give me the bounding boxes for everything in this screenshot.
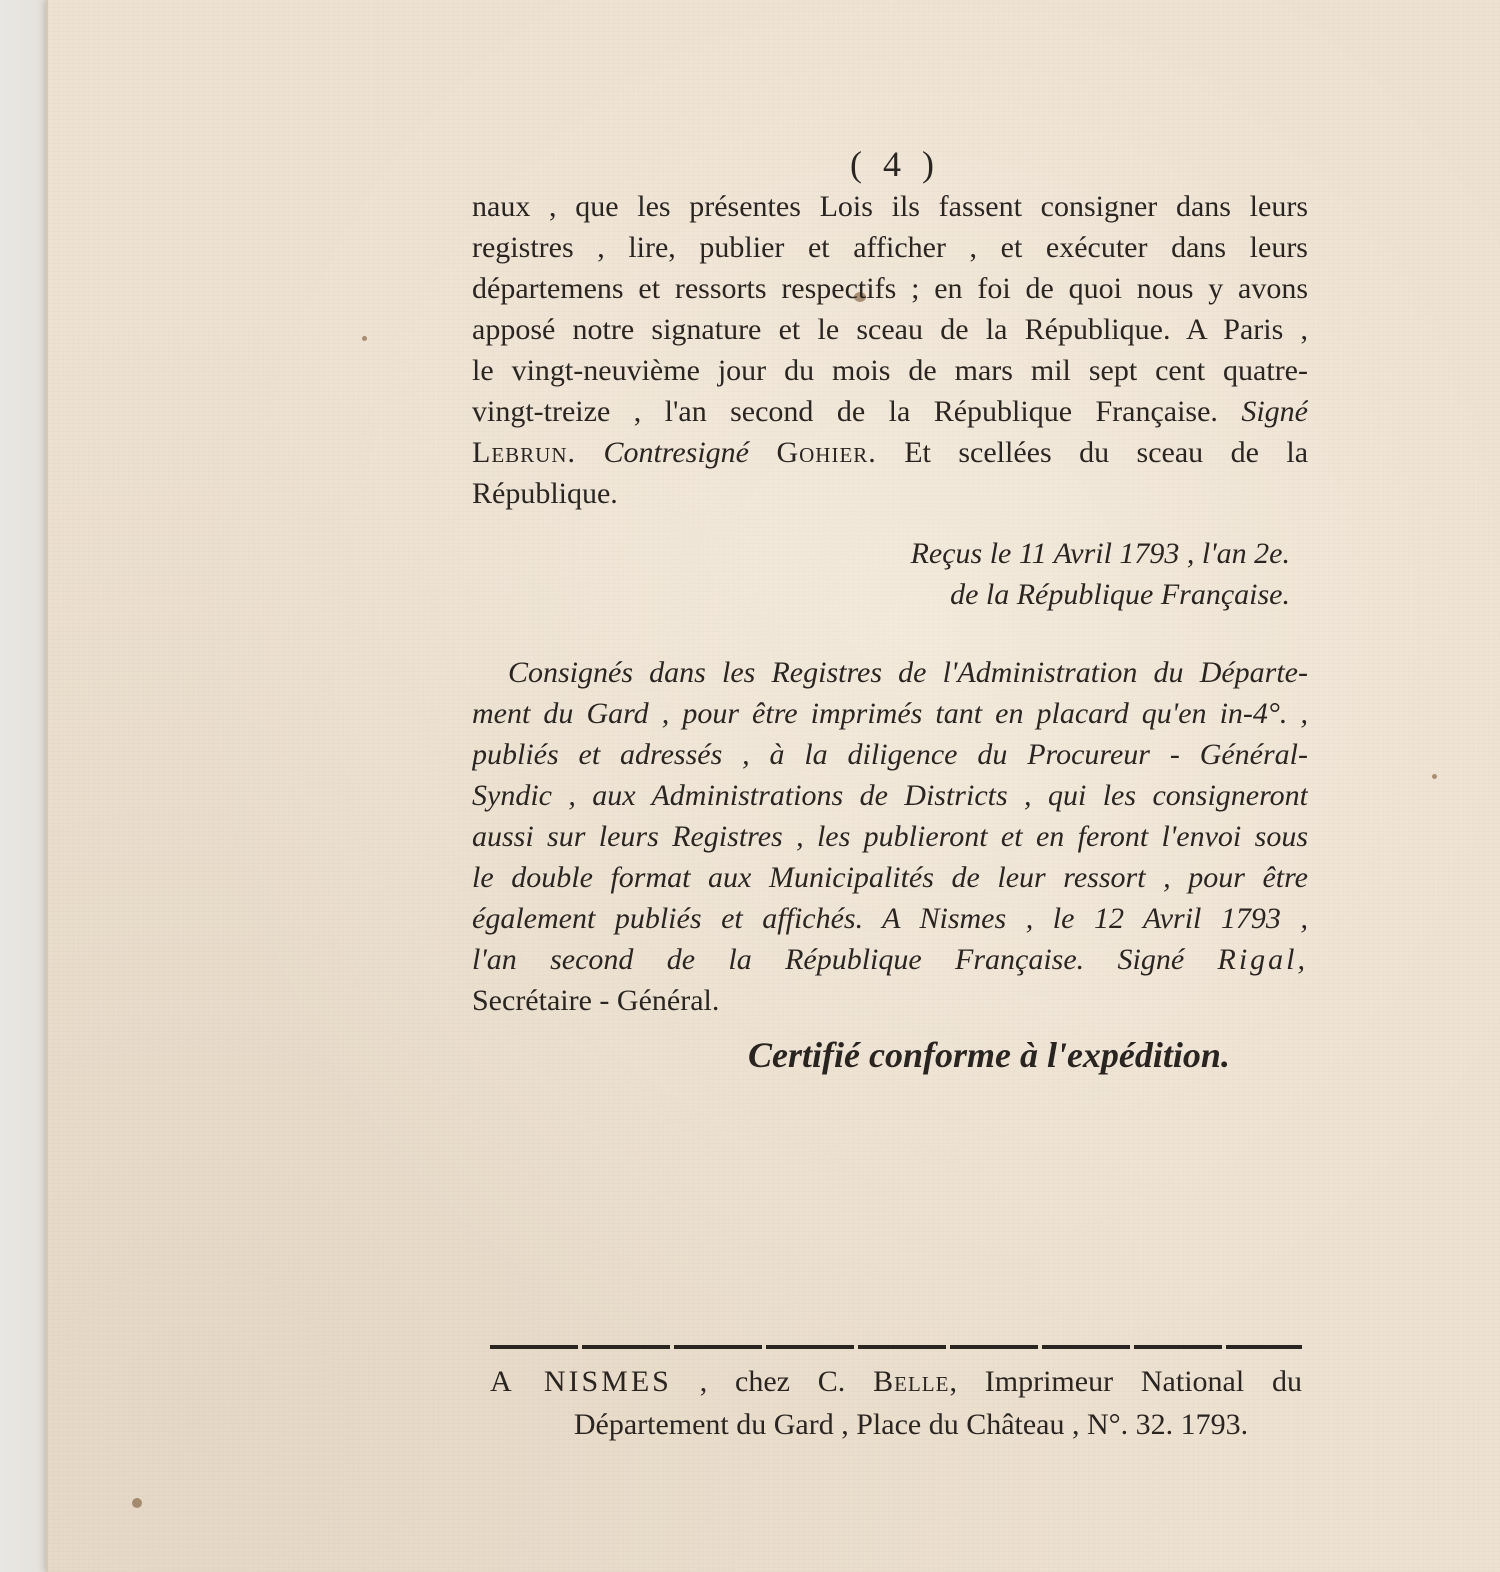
text-line: également publiés et affichés. A Nismes , le 12 Avril 1793 , (472, 902, 1308, 935)
divider-rule (490, 1345, 1302, 1349)
printer-name: Belle (873, 1365, 950, 1398)
signe-label: Signé (1241, 395, 1308, 428)
received-line: Reçus le 11 Avril 1793 , l'an 2e. (910, 537, 1290, 570)
page-number: ( 4 ) (850, 144, 940, 184)
text-line: le vingt-neuvième jour du mois de mars mil sept cent quatre- (472, 354, 1308, 387)
imprint-city: A NISMES (490, 1365, 672, 1398)
text-fragment: l'an second de la République Française. Signé (472, 943, 1185, 976)
text-line (472, 939, 1308, 980)
text-fragment: , Imprimeur National du (949, 1365, 1302, 1398)
text-line: naux , que les présentes Lois ils fassent consigner dans leurs (472, 190, 1308, 223)
imprint-line: Département du Gard , Place du Château , N°. 32. 1793. (573, 1408, 1249, 1441)
imprint-line (490, 1360, 1302, 1403)
text-line: ment du Gard , pour être imprimés tant en placard qu'en in-4°. , (472, 697, 1308, 730)
text-fragment: , chez C. (699, 1365, 846, 1398)
text-line: publiés et adressés , à la diligence du Procureur - Général- (472, 738, 1308, 771)
text-line: République. (472, 477, 618, 510)
text-line: Secrétaire - Général. (472, 984, 720, 1017)
printer-imprint (490, 1360, 1302, 1446)
text-line (472, 391, 1308, 432)
signer-lebrun: Lebrun. (472, 436, 576, 469)
received-note (820, 533, 1290, 615)
text-line: registres , lire, publier et afficher , et exécuter dans leurs (472, 231, 1308, 264)
received-line: de la République Française. (950, 578, 1290, 611)
text-line: Syndic , aux Administrations de Districts , qui les consigneront (472, 779, 1308, 812)
foxing-spot (132, 1498, 142, 1508)
text-line: le double format aux Municipalités de leur ressort , pour être (472, 861, 1308, 894)
signer-gohier: Gohier. (776, 436, 877, 469)
text-line (472, 432, 1308, 473)
foxing-spot (362, 336, 367, 341)
decree-closing-text (472, 186, 1308, 514)
contresigne-label: Contresigné (603, 436, 749, 469)
signer-rigal: Rigal, (1217, 943, 1308, 976)
registration-paragraph (472, 652, 1308, 1021)
text-line: apposé notre signature et le sceau de la République. A Paris , (472, 313, 1308, 346)
text-line: aussi sur leurs Registres , les publieront et en feront l'envoi sous (472, 820, 1308, 853)
foxing-spot (1432, 774, 1437, 779)
text-fragment: Et scellées du sceau de la (904, 436, 1308, 469)
certification-line: Certifié conforme à l'expédition. (748, 1035, 1230, 1075)
text-line: départemens et ressorts respectifs ; en foi de quoi nous y avons (472, 272, 1308, 305)
text-fragment: vingt-treize , l'an second de la République Française. (472, 395, 1218, 428)
text-line: Consignés dans les Registres de l'Administration du Départe- (508, 656, 1308, 689)
